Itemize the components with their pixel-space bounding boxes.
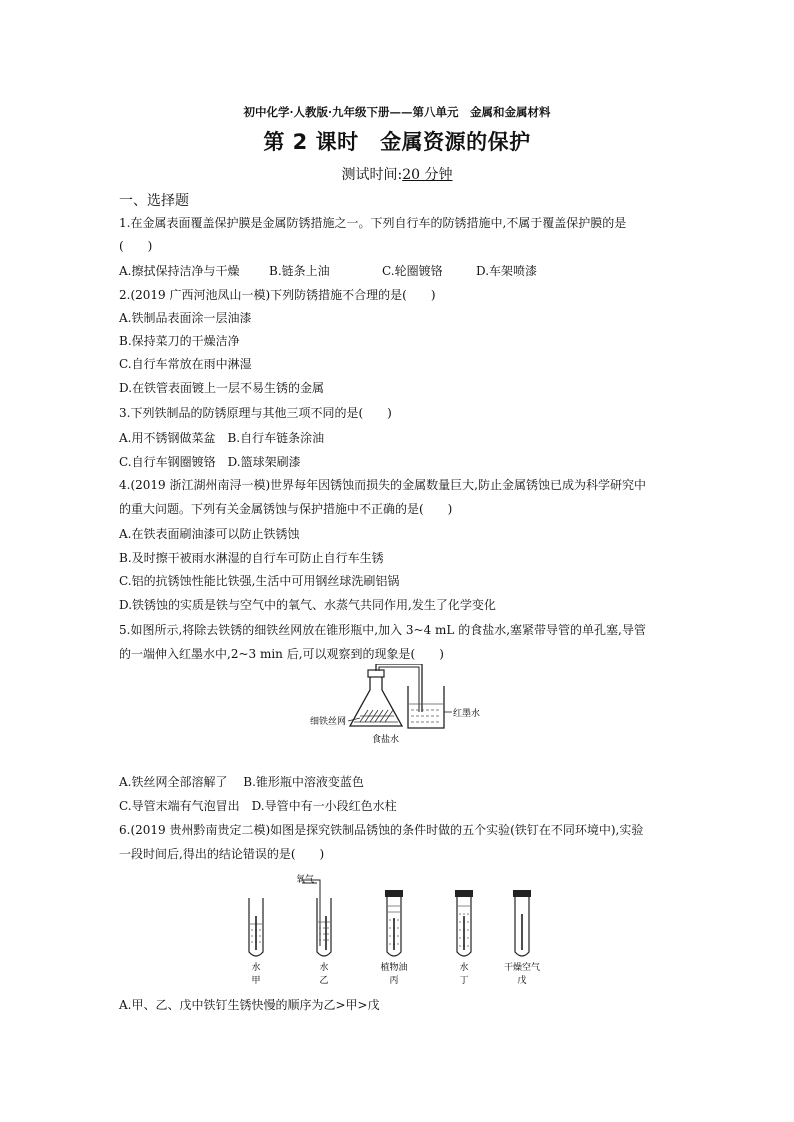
q1-options <box>119 262 537 279</box>
q2-option-d: D.在铁管表面镀上一层不易生锈的金属 <box>119 381 325 395</box>
q3-stem: 3.下列铁制品的防锈原理与其他三项不同的是( ) <box>119 406 392 420</box>
q2-option-a: A.铁制品表面涂一层油漆 <box>119 311 252 325</box>
q2-option-c: C.自行车常放在雨中淋湿 <box>119 357 252 371</box>
label-salt-water: 食盐水 <box>372 735 400 745</box>
single-hole-stopper <box>368 670 384 677</box>
tube-content-ding: 水 <box>459 963 469 973</box>
q1-option-d: D.车架喷漆 <box>476 264 538 278</box>
red-ink <box>409 704 443 722</box>
q4-option-d: D.铁锈蚀的实质是铁与空气中的氧气、水蒸气共同作用,发生了化学变化 <box>119 598 496 612</box>
tube-name-bing: 丙 <box>389 976 399 986</box>
test-tube-wu <box>513 890 531 956</box>
tube-name-wu: 戊 <box>517 976 527 986</box>
test-time-label: 测试时间: <box>341 167 403 183</box>
q5-options-row1: A.铁丝网全部溶解了 B.锥形瓶中溶液变蓝色 <box>119 775 364 789</box>
q2-option-b: B.保持菜刀的干燥洁净 <box>119 334 240 348</box>
tube-content-jia: 水 <box>251 963 261 973</box>
test-time <box>0 164 794 184</box>
q4-option-a: A.在铁表面刷油漆可以防止铁锈蚀 <box>119 527 300 541</box>
q5-options-row2: C.导管末端有气泡冒出 D.导管中有一小段红色水柱 <box>119 799 397 813</box>
page-title: 第 2 课时 金属资源的保护 <box>263 130 531 154</box>
q2-stem: 2.(2019 广西河池凤山一模)下列防锈措施不合理的是( ) <box>119 288 436 302</box>
q6-stem-line2: 一段时间后,得出的结论错误的是( ) <box>119 847 325 861</box>
q1-option-c: C.轮圈镀铬 <box>382 264 443 278</box>
label-oxygen: 氧气 <box>296 875 315 885</box>
series-header: 初中化学·人教版·九年级下册——第八单元 金属和金属材料 <box>243 105 551 119</box>
tube-name-jia: 甲 <box>251 976 261 986</box>
q3-options-row1: A.用不锈钢做菜盆 B.自行车链条涂油 <box>119 431 325 445</box>
iron-mesh <box>360 710 394 722</box>
q5-stem-line1: 5.如图所示,将除去铁锈的细铁丝网放在锥形瓶中,加入 3~4 mL 的食盐水,塞紧带导管的单孔塞,导管 <box>119 623 646 637</box>
label-red-ink: 红墨水 <box>453 709 481 719</box>
test-tube-jia <box>249 898 263 956</box>
tube-name-yi: 乙 <box>319 976 329 986</box>
tube-content-wu: 干燥空气 <box>503 963 541 973</box>
test-tube-ding <box>455 890 473 956</box>
q1-stem: 1.在金属表面覆盖保护膜是金属防锈措施之一。下列自行车的防锈措施中,不属于覆盖保护膜的是 <box>119 216 627 230</box>
q5-apparatus-figure <box>310 664 500 750</box>
q4-option-b: B.及时擦干被雨水淋湿的自行车可防止自行车生锈 <box>119 551 384 565</box>
q4-option-c: C.铝的抗锈蚀性能比铁强,生活中可用钢丝球洗刷铝锅 <box>119 574 400 588</box>
q6-option-a: A.甲、乙、戊中铁钉生锈快慢的顺序为乙>甲>戊 <box>119 998 380 1012</box>
label-iron-mesh: 细铁丝网 <box>310 717 347 727</box>
test-tube-yi <box>302 880 331 956</box>
q6-test-tubes-figure <box>230 866 570 990</box>
q4-stem-line1: 4.(2019 浙江湖州南浔一模)世界每年因锈蚀而损失的金属数量巨大,防止金属锈蚀已成为科学研究中 <box>119 478 646 492</box>
section-title: 一、选择题 <box>119 193 189 209</box>
tube-content-bing: 植物油 <box>380 963 408 973</box>
q5-stem-line2: 的一端伸入红墨水中,2~3 min 后,可以观察到的现象是( ) <box>119 647 444 661</box>
q6-stem-line1: 6.(2019 贵州黔南贵定二模)如图是探究铁制品锈蚀的条件时做的五个实验(铁钉在不同环境中),实验 <box>119 823 644 837</box>
q4-stem-line2: 的重大问题。下列有关金属锈蚀与保护措施中不正确的是( ) <box>119 502 453 516</box>
tube-content-yi: 水 <box>319 963 329 973</box>
q3-options-row2: C.自行车钢圈镀铬 D.篮球架刷漆 <box>119 455 301 469</box>
test-tube-bing <box>385 890 403 956</box>
test-time-value: 20 分钟 <box>402 167 453 183</box>
tube-name-ding: 丁 <box>459 976 469 986</box>
q1-paren: ( ) <box>119 239 153 253</box>
q1-option-b: B.链条上油 <box>269 264 330 278</box>
q1-option-a: A.擦拭保持洁净与干燥 <box>119 264 240 278</box>
